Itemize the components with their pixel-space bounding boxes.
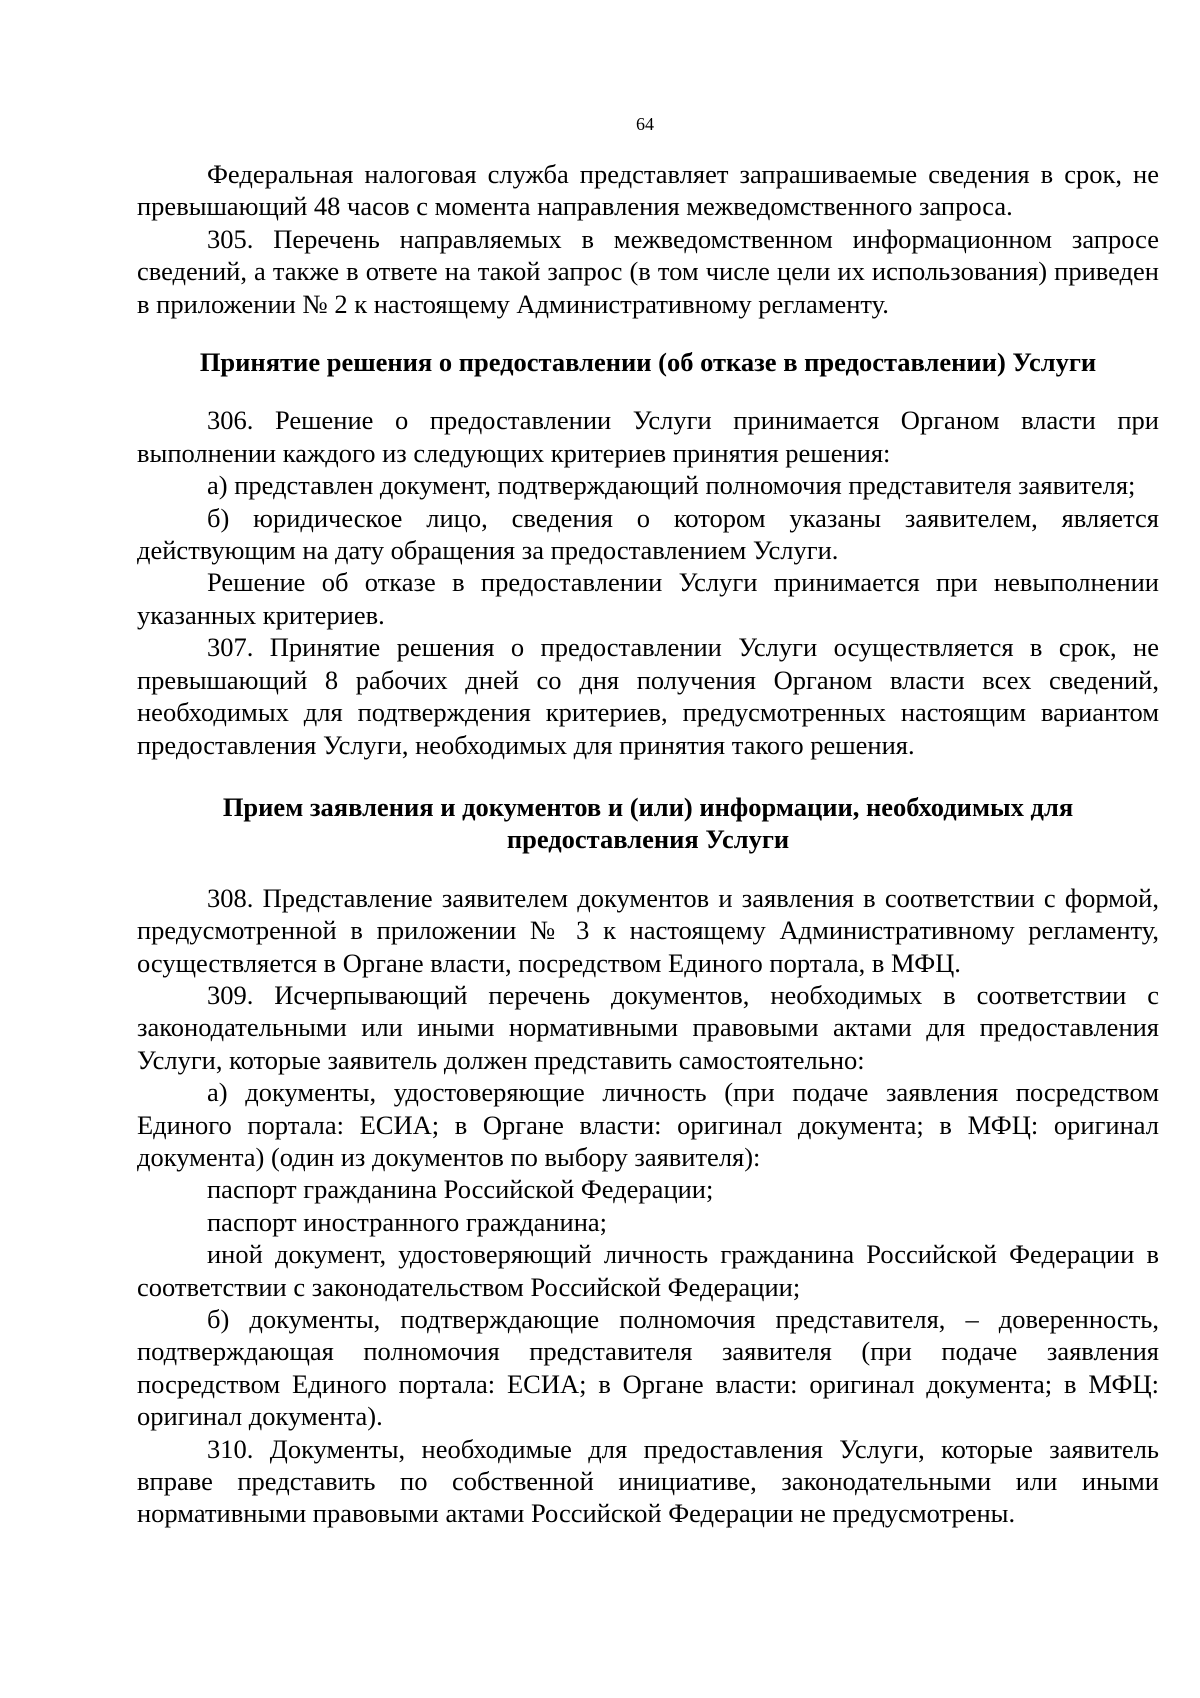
paragraph: Федеральная налоговая служба представляет запрашиваемые сведения в срок, не превышающий 48 часов с момента направления межведомственного запроса. [137, 159, 1159, 222]
list-item-a: а) представлен документ, подтверждающий полномочия представителя заявителя; [207, 470, 1136, 501]
document-body [137, 158, 1159, 1530]
paragraph-306: 306. Решение о предоставлении Услуги принимается Органом власти при выполнении каждого из следующих критериев принятия решения: [137, 405, 1159, 468]
list-item-b: б) документы, подтверждающие полномочия представителя, – доверенность, подтверждающая полномочия представителя заявителя (при подаче заявления посредством Единого портала: ЕСИА; в Органе власти: оригинал документа; в МФЦ: оригинал документа). [137, 1304, 1159, 1432]
list-item: паспорт гражданина Российской Федерации; [207, 1174, 714, 1205]
list-item: паспорт иностранного гражданина; [207, 1206, 607, 1237]
paragraph-308: 308. Представление заявителем документов и заявления в соответствии с формой, предусмотренной в приложении № 3 к настоящему Административному регламенту, осуществляется в Органе власти, посредством Единого портала, в МФЦ. [137, 882, 1159, 978]
section-heading-reception [137, 761, 1159, 882]
paragraph-305: 305. Перечень направляемых в межведомственном информационном запросе сведений, а также в ответе на такой запрос (в том числе цели их использования) приведен в приложении № 2 к настоящему Административному регламенту. [137, 223, 1159, 319]
paragraph-307: 307. Принятие решения о предоставлении Услуги осуществляется в срок, не превышающий 8 рабочих дней со дня получения Органом власти всех сведений, необходимых для подтверждения критериев, предусмотренных настоящим вариантом предоставления Услуги, необходимых для принятия такого решения. [137, 632, 1159, 760]
paragraph-309: 309. Исчерпывающий перечень документов, необходимых в соответствии с законодательными или иными нормативными правовыми актами для предоставления Услуги, которые заявитель должен представить самостоятельно: [137, 979, 1159, 1075]
section-heading-decision: Принятие решения о предоставлении (об отказе в предоставлении) Услуги [199, 347, 1097, 378]
section-heading-line: Прием заявления и документов и (или) информации, необходимых для [222, 791, 1074, 822]
section-heading-line: предоставления Услуги [506, 824, 790, 855]
page-number: 64 [636, 114, 654, 134]
list-item-b: б) юридическое лицо, сведения о котором указаны заявителем, является действующим на дату обращения за предоставлением Услуги. [137, 502, 1159, 566]
list-item: иной документ, удостоверяющий личность гражданина Российской Федерации в соответствии с законодательством Российской Федерации; [137, 1239, 1159, 1302]
paragraph: Решение об отказе в предоставлении Услуги принимается при невыполнении указанных критериев. [137, 567, 1159, 630]
list-item-a: а) документы, удостоверяющие личность (при подаче заявления посредством Единого портала: ЕСИА; в Органе власти: оригинал документа; в МФЦ: оригинал документа) (один из документов по выбору заявителя): [137, 1077, 1159, 1172]
paragraph-310: 310. Документы, необходимые для предоставления Услуги, которые заявитель вправе представить по собственной инициативе, законодательными или иными нормативными правовыми актами Российской Федерации не предусмотрены. [137, 1433, 1159, 1529]
